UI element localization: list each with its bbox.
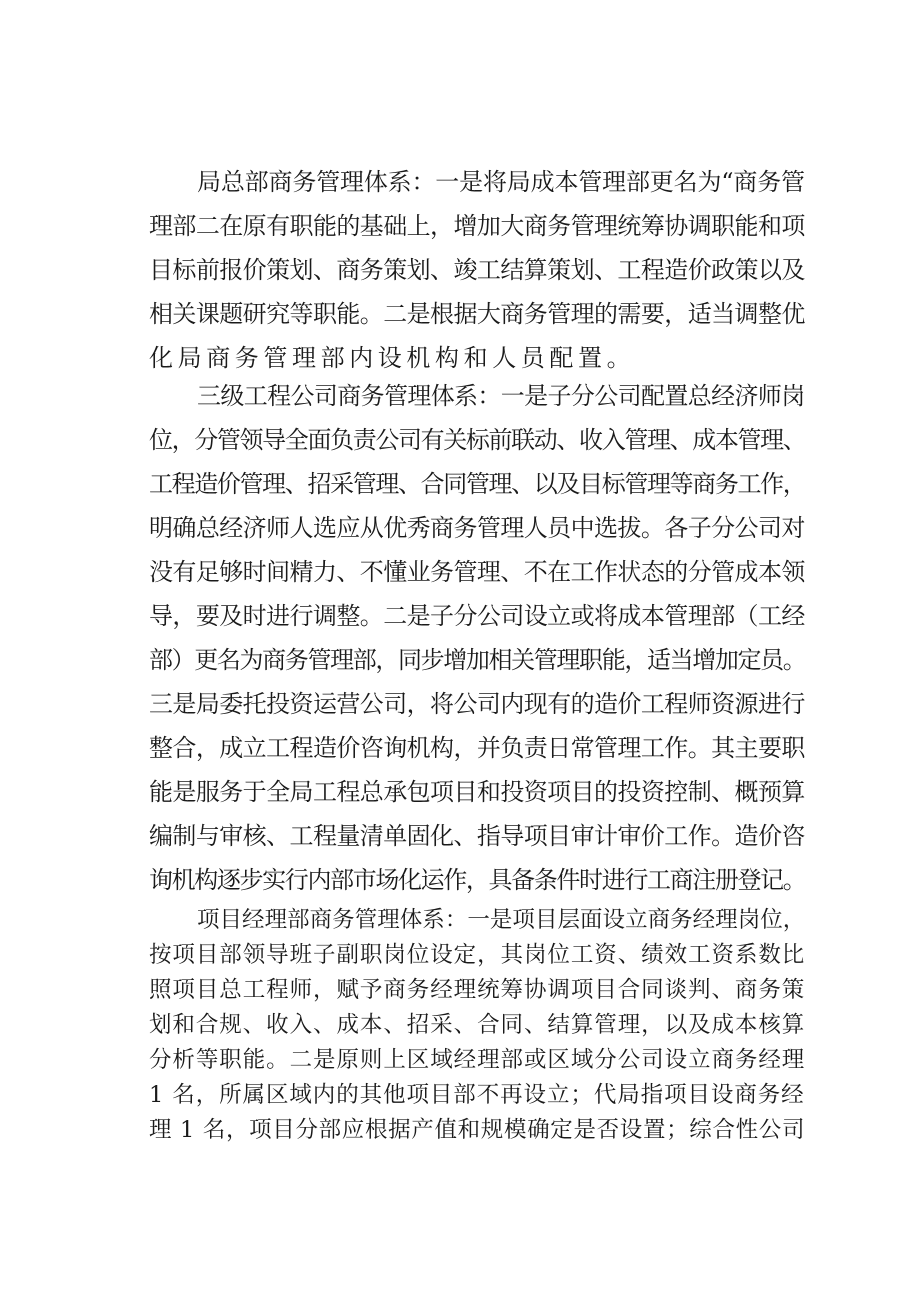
paragraph-line: 没有足够时间精力、不懂业务管理、不在工作状态的分管成本领 [149, 558, 805, 586]
paragraph-line: 能是服务于全局工程总承包项目和投资项目的投资控制、概预算 [149, 778, 805, 806]
paragraph-line: 整合，成立工程造价咨询机构，并负责日常管理工作。其主要职 [149, 734, 805, 762]
paragraph-line: 分析等职能。二是原则上区域经理部或区域分公司设立商务经理 [149, 1047, 806, 1073]
paragraph-line: 目标前报价策划、商务策划、竣工结算策划、工程造价政策以及 [149, 256, 805, 284]
paragraph-line: 理 1 名，项目分部应根据产值和规模确定是否设置；综合性公司 [149, 1117, 806, 1143]
paragraph-line: 三是局委托投资运营公司，将公司内现有的造价工程师资源进行 [149, 690, 805, 718]
paragraph-line: 按项目部领导班子副职岗位设定，其岗位工资、绩效工资系数比 [149, 942, 806, 968]
paragraph-line: 理部二在原有职能的基础上，增加大商务管理统筹协调职能和项 [149, 212, 805, 240]
paragraph-line: 1 名，所属区域内的其他项目部不再设立；代局指项目设商务经 [149, 1082, 805, 1108]
paragraph-line: 位，分管领导全面负责公司有关标前联动、收入管理、成本管理、 [149, 426, 806, 454]
paragraph-line: 项目经理部商务管理体系：一是项目层面设立商务经理岗位， [197, 907, 806, 933]
paragraph-line: 化局商务管理部内设机构和人员配置。 [149, 344, 636, 372]
paragraph-line: 明确总经济师人选应从优秀商务管理人员中选拔。各子分公司对 [149, 514, 805, 542]
paragraph-line: 部）更名为商务管理部，同步增加相关管理职能，适当增加定员。 [149, 646, 806, 674]
paragraph-line: 导，要及时进行调整。二是子分公司设立或将成本管理部（工经 [149, 602, 805, 630]
paragraph-line: 三级工程公司商务管理体系：一是子分公司配置总经济师岗 [197, 382, 805, 410]
paragraph-line: 照项目总工程师，赋予商务经理统筹协调项目合同谈判、商务策 [149, 977, 806, 1003]
paragraph-line: 局总部商务管理体系：一是将局成本管理部更名为“商务管 [197, 168, 805, 196]
paragraph-line: 编制与审核、工程量清单固化、指导项目审计审价工作。造价咨 [149, 822, 805, 850]
paragraph-line: 询机构逐步实行内部市场化运作，具备条件时进行工商注册登记。 [149, 866, 806, 894]
paragraph-line: 工程造价管理、招采管理、合同管理、以及目标管理等商务工作， [149, 470, 806, 498]
paragraph-line: 划和合规、收入、成本、招采、合同、结算管理，以及成本核算 [149, 1012, 806, 1038]
paragraph-line: 相关课题研究等职能。二是根据大商务管理的需要，适当调整优 [149, 300, 805, 328]
